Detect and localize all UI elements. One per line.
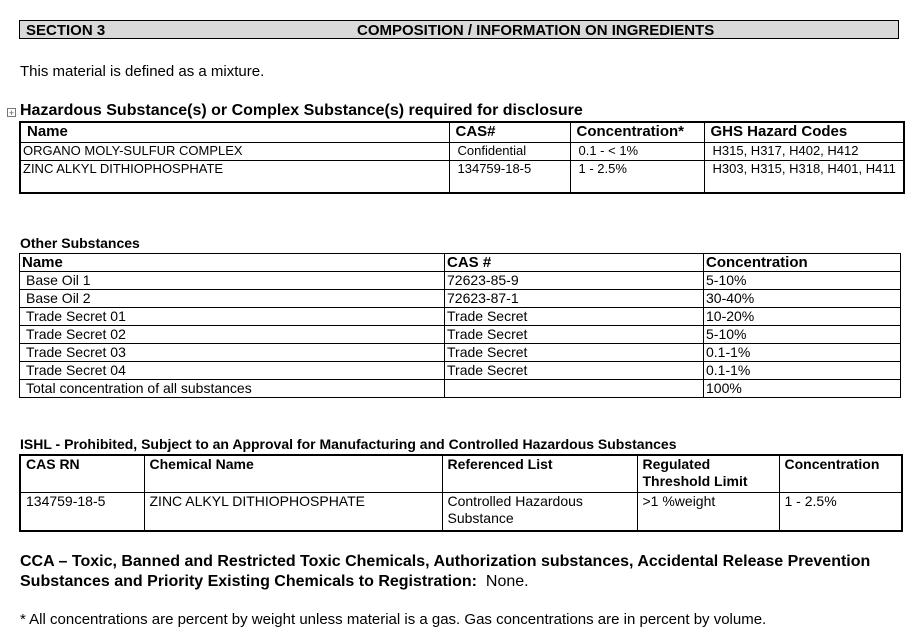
table-header-row — [20, 455, 902, 493]
column-header: GHS Hazard Codes — [704, 122, 904, 143]
table-cell: ZINC ALKYL DITHIOPHOSPHATE — [20, 161, 449, 194]
table-cell: H315, H317, H402, H412 — [704, 143, 904, 161]
column-header: CAS # — [445, 254, 704, 272]
table-cell: ZINC ALKYL DITHIOPHOSPHATE — [144, 493, 442, 532]
table-cell: Trade Secret 04 — [20, 362, 445, 380]
table-cell: Trade Secret — [445, 326, 704, 344]
table-row — [20, 362, 901, 380]
other-substances-heading: Other Substances — [20, 235, 140, 251]
table-cell: 134759-18-5 — [449, 161, 570, 194]
table-cell: Trade Secret 01 — [20, 308, 445, 326]
ishl-heading: ISHL - Prohibited, Subject to an Approval for Manufacturing and Controlled Hazardous Substances — [20, 436, 677, 452]
column-header: Chemical Name — [144, 455, 442, 493]
table-move-handle-icon[interactable]: + — [8, 108, 15, 118]
column-header: CAS RN — [20, 455, 144, 493]
column-header: Name — [20, 122, 449, 143]
table-header-row — [20, 122, 904, 143]
section-title: COMPOSITION / INFORMATION ON INGREDIENTS — [357, 22, 715, 39]
other-substances-table — [19, 253, 901, 398]
column-header: Regulated Threshold Limit — [637, 455, 779, 493]
table-cell: 10-20% — [704, 308, 901, 326]
table-cell: Total concentration of all substances — [20, 380, 445, 398]
table-row — [20, 161, 904, 194]
column-header: Concentration* — [570, 122, 704, 143]
intro-text: This material is defined as a mixture. — [20, 63, 265, 80]
table-cell: Trade Secret 03 — [20, 344, 445, 362]
hazardous-heading: Hazardous Substance(s) or Complex Substance(s) required for disclosure — [20, 102, 583, 119]
table-cell: Confidential — [449, 143, 570, 161]
table-cell: 72623-85-9 — [445, 272, 704, 290]
column-header: Concentration — [779, 455, 902, 493]
table-header-row — [20, 254, 901, 272]
table-row — [20, 143, 904, 161]
table-row — [20, 308, 901, 326]
table-row — [20, 344, 901, 362]
table-cell: Trade Secret — [445, 308, 704, 326]
column-header: Concentration — [704, 254, 901, 272]
table-cell: 0.1 - < 1% — [570, 143, 704, 161]
table-cell: Trade Secret — [445, 344, 704, 362]
table-cell: Controlled Hazardous Substance — [442, 493, 637, 532]
table-cell: 134759-18-5 — [20, 493, 144, 532]
table-cell: ORGANO MOLY-SULFUR COMPLEX — [20, 143, 449, 161]
table-cell: 72623-87-1 — [445, 290, 704, 308]
table-cell: 100% — [704, 380, 901, 398]
table-row — [20, 326, 901, 344]
cca-statement — [20, 552, 900, 592]
table-cell: 1 - 2.5% — [779, 493, 902, 532]
footnote: * All concentrations are percent by weight unless material is a gas. Gas concentrations are in percent by volume. — [20, 611, 767, 628]
column-header: Referenced List — [442, 455, 637, 493]
table-cell: >1 %weight — [637, 493, 779, 532]
section-header — [19, 20, 899, 39]
table-cell: Base Oil 1 — [20, 272, 445, 290]
table-cell: Base Oil 2 — [20, 290, 445, 308]
hazardous-table — [19, 121, 905, 194]
table-cell: Trade Secret 02 — [20, 326, 445, 344]
table-cell: H303, H315, H318, H401, H411 — [704, 161, 904, 194]
table-cell: 1 - 2.5% — [570, 161, 704, 194]
section-number: SECTION 3 — [26, 22, 106, 39]
table-cell: 5-10% — [704, 326, 901, 344]
table-row — [20, 493, 902, 532]
table-row — [20, 272, 901, 290]
table-cell: 5-10% — [704, 272, 901, 290]
table-cell: 0.1-1% — [704, 344, 901, 362]
table-cell: 0.1-1% — [704, 362, 901, 380]
cca-value: None. — [485, 573, 529, 590]
table-cell: 30-40% — [704, 290, 901, 308]
column-header: CAS# — [449, 122, 570, 143]
column-header: Name — [20, 254, 445, 272]
table-row — [20, 290, 901, 308]
ishl-table — [19, 454, 903, 532]
table-cell — [445, 380, 704, 398]
table-cell: Trade Secret — [445, 362, 704, 380]
table-total-row — [20, 380, 901, 398]
cca-label: CCA – Toxic, Banned and Restricted Toxic Chemicals, Authorization substances, Accidental Release Prevention Substances and Priority Existing Chemicals to Registration: — [20, 553, 871, 590]
